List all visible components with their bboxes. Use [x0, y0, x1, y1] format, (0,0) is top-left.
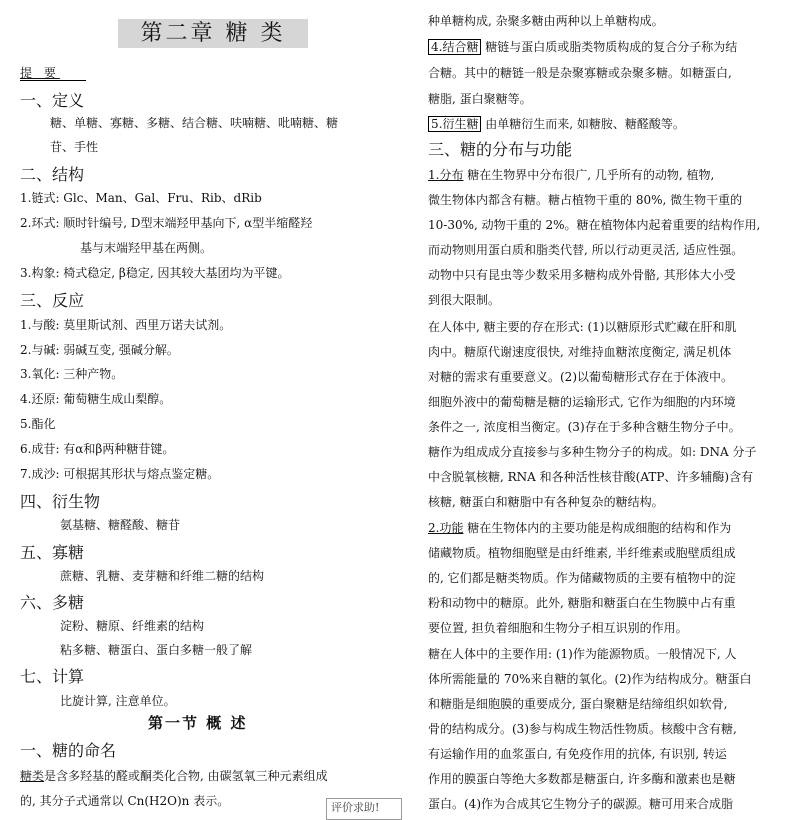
polysaccharides-line2: 粘多糖、糖蛋白、蛋白多糖一般了解: [60, 643, 253, 657]
section-title: 第一节 概 述: [148, 714, 248, 732]
distribution-line: 动物中只有昆虫等少数采用多糖构成外骨骼, 其形体大小受: [428, 268, 736, 282]
reaction-item: 6.成苷: 有α和β两种糖苷键。: [20, 442, 175, 456]
derived-sugar-label: 5.衍生糖: [428, 116, 481, 132]
conjugated-sugar-line1: 糖链与蛋白质或脂类物质构成的复合分子称为结: [485, 40, 738, 54]
structure-ring2: 基与末端羟甲基在两侧。: [80, 241, 213, 255]
distribution-line: 糖在生物界中分布很广, 几乎所有的动物, 植物,: [467, 168, 715, 182]
existence-line: 中含脱氧核糖, RNA 和各种活性核苷酸(ATP、许多辅酶)含有: [428, 470, 754, 484]
heading-derivatives: 四、衍生物: [20, 492, 101, 511]
function-label: 2.功能: [428, 521, 464, 535]
distribution-line: 微生物体内都含有糖。糖占植物干重的 80%, 微生物干重的: [428, 193, 743, 207]
conjugated-sugar-line2: 合糖。其中的糖链一般是杂聚寡糖或杂聚多糖。如糖蛋白,: [428, 66, 732, 80]
reaction-item: 7.成沙: 可根据其形状与熔点鉴定糖。: [20, 467, 220, 481]
heading-naming: 一、糖的命名: [20, 741, 117, 760]
naming-term: 糖类: [20, 769, 45, 783]
right-line: 种单糖构成, 杂聚多糖由两种以上单糖构成。: [428, 14, 664, 28]
polysaccharides-line1: 淀粉、糖原、纤维素的结构: [60, 619, 205, 633]
heading-structure: 二、结构: [20, 165, 85, 184]
naming-line1: 是含多羟基的醛或酮类化合物, 由碳氢氧三种元素组成: [44, 769, 328, 783]
function-line: 要位置, 担负着细胞和生物分子相互识别的作用。: [428, 621, 688, 635]
existence-line: 肉中。糖原代谢速度很快, 对维持血糖浓度衡定, 满足机体: [428, 345, 732, 359]
chapter-title: 第二章 糖 类: [118, 19, 308, 48]
structure-chain: 1.链式: Glc、Man、Gal、Fru、Rib、dRib: [20, 191, 262, 205]
distribution-line: 到很大限制。: [428, 293, 501, 307]
human-role-line: 有运输作用的血浆蛋白, 有免疫作用的抗体, 有识别, 转运: [428, 747, 727, 761]
derivatives-line: 氨基糖、糖醛酸、糖苷: [60, 518, 181, 532]
heading-reactions: 三、反应: [20, 291, 85, 310]
existence-line: 条件之一, 浓度相当衡定。(3)存在于多种含糖生物分子中。: [428, 420, 741, 434]
heading-oligosaccharides: 五、寡糖: [20, 543, 85, 562]
derived-sugar-line1: 由单糖衍生而来, 如糖胺、糖醛酸等。: [485, 117, 685, 131]
reaction-item: 3.氧化: 三种产物。: [20, 367, 124, 381]
human-role-line: 体所需能量的 70%来自糖的氧化。(2)作为结构成分。糖蛋白: [428, 672, 752, 686]
conjugated-sugar-label: 4.结合糖: [428, 39, 481, 55]
naming-line2: 的, 其分子式通常以 Cn(H2O)n 表示。: [20, 794, 230, 808]
distribution-label: 1.分布: [428, 168, 464, 182]
function-line: 储藏物质。植物细胞壁是由纤维素, 半纤维素或胞壁质组成: [428, 546, 736, 560]
calculation-line: 比旋计算, 注意单位。: [60, 694, 176, 708]
reaction-item: 4.还原: 葡萄糖生成山梨醇。: [20, 392, 172, 406]
human-role-line: 作用的膜蛋白等绝大多数都是糖蛋白, 许多酶和激素也是糖: [428, 772, 736, 786]
definition-line1: 糖、单糖、寡糖、多糖、结合糖、呋喃糖、吡喃糖、糖: [50, 116, 339, 130]
heading-distribution: 三、糖的分布与功能: [428, 140, 573, 159]
human-role-line: 糖在人体中的主要作用: (1)作为能源物质。一般情况下, 人: [428, 647, 737, 661]
structure-conformation: 3.构象: 椅式稳定, β稳定, 因其较大基团均为平键。: [20, 266, 290, 280]
definition-line2: 苷、手性: [50, 140, 99, 154]
function-line: 糖在生物体内的主要功能是构成细胞的结构和作为: [467, 521, 732, 535]
existence-line: 细胞外液中的葡萄糖是糖的运输形式, 它作为细胞的内环境: [428, 395, 736, 409]
outline-label: 提 要: [20, 66, 60, 80]
distribution-line: 10-30%, 动物干重的 2%。糖在植物体内起着重要的结构作用,: [428, 218, 761, 232]
human-role-line: 蛋白。(4)作为合成其它生物分子的碳源。糖可用来合成脂: [428, 797, 734, 811]
human-role-line: 和糖脂是细胞膜的重要成分, 蛋白聚糖是结缔组织如软骨,: [428, 697, 728, 711]
function-line: 的, 它们都是糖类物质。作为储藏物质的主要有植物中的淀: [428, 571, 736, 585]
distribution-line: 而动物则用蛋白质和脂类代替, 所以行动更灵活, 适应性强。: [428, 243, 744, 257]
reaction-item: 1.与酸: 莫里斯试剂、西里万诺夫试剂。: [20, 318, 232, 332]
function-line: 粉和动物中的糖原。此外, 糖脂和糖蛋白在生物膜中占有重: [428, 596, 736, 610]
reaction-item: 5.酯化: [20, 417, 56, 431]
help-note[interactable]: 评价求助!: [326, 798, 402, 820]
structure-ring1: 2.环式: 顺时针编号, D型末端羟甲基向下, α型半缩醛羟: [20, 216, 313, 230]
reaction-item: 2.与碱: 弱碱互变, 强碱分解。: [20, 343, 179, 357]
existence-line: 糖作为组成成分直接参与多种生物分子的构成。如: DNA 分子: [428, 445, 757, 459]
existence-line: 核糖, 糖蛋白和糖脂中有各种复杂的糖结构。: [428, 495, 664, 509]
heading-definition: 一、定义: [20, 91, 85, 110]
heading-polysaccharides: 六、多糖: [20, 593, 85, 612]
conjugated-sugar-line3: 糖脂, 蛋白聚糖等。: [428, 92, 532, 106]
oligosaccharides-line: 蔗糖、乳糖、麦芽糖和纤维二糖的结构: [60, 569, 265, 583]
existence-line: 在人体中, 糖主要的存在形式: (1)以糖原形式贮藏在肝和肌: [428, 320, 737, 334]
outline-underline: [20, 80, 86, 81]
human-role-line: 骨的结构成分。(3)参与构成生物活性物质。核酸中含有糖,: [428, 722, 737, 736]
heading-calculation: 七、计算: [20, 667, 85, 686]
existence-line: 对糖的需求有重要意义。(2)以葡萄糖形式存在于体液中。: [428, 370, 734, 384]
